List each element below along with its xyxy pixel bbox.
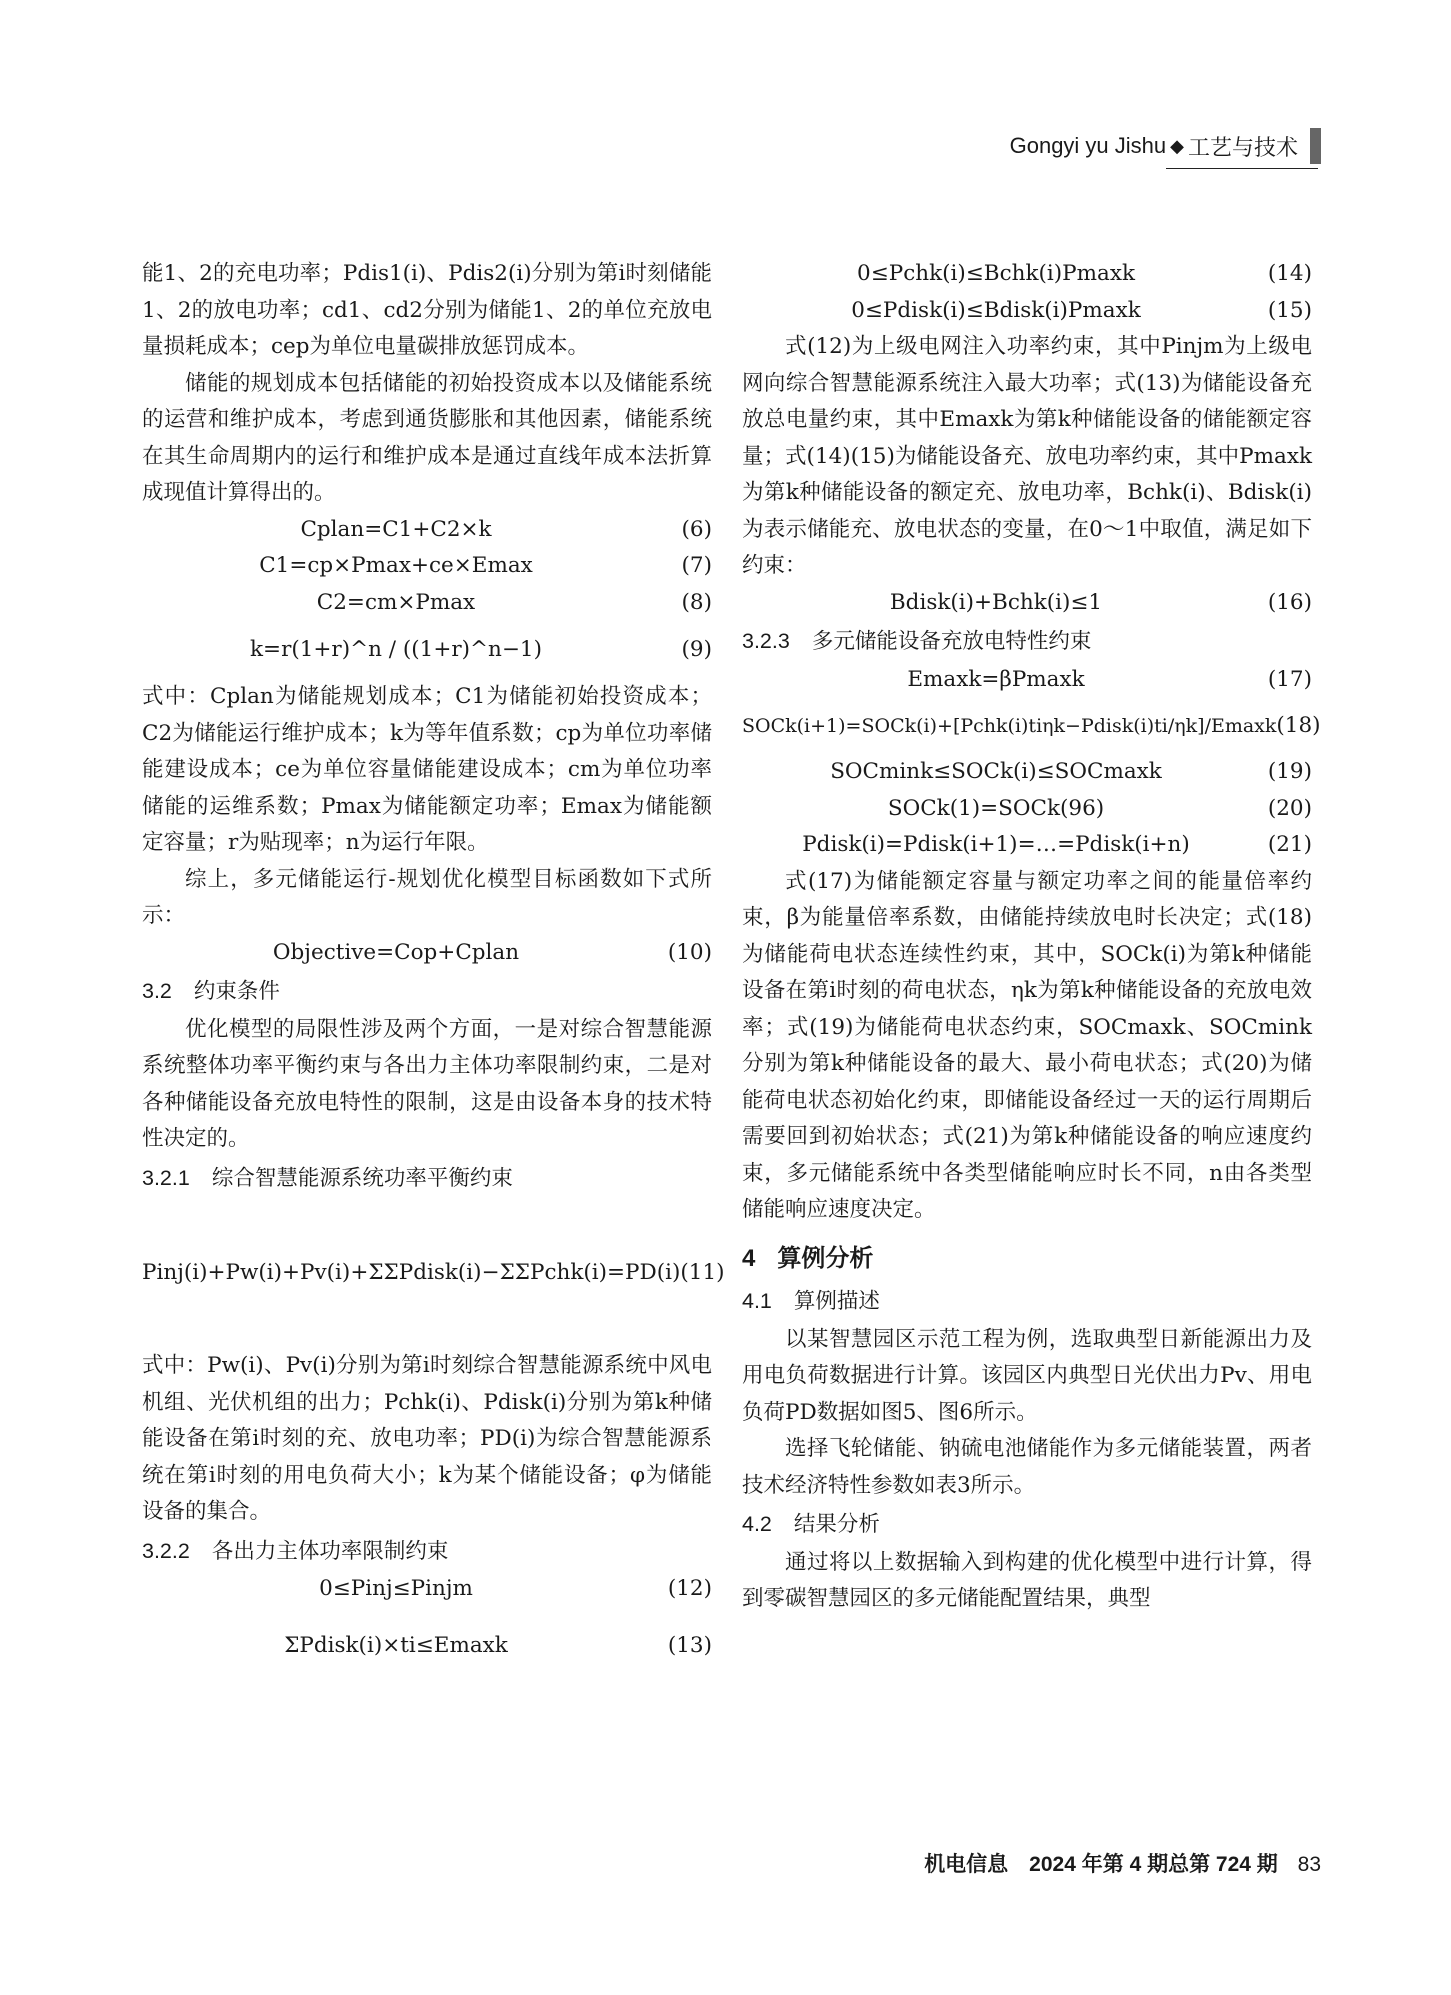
equation-number: (9) — [681, 636, 712, 662]
section-number: 4.1 — [742, 1289, 772, 1313]
equation-11 — [142, 1198, 725, 1348]
equation-body: Objective=Cop+Cplan — [272, 939, 520, 965]
section-heading-3-2-2 — [142, 1533, 712, 1570]
paragraph: 选择飞轮储能、钠硫电池储能作为多元储能装置，两者技术经济特性参数如表3所示。 — [742, 1436, 1312, 1498]
diamond-icon: ◆ — [1170, 135, 1184, 156]
equation-number: (6) — [681, 516, 712, 542]
equation-number: (17) — [1267, 666, 1312, 692]
section-heading-3-2-3 — [742, 623, 1312, 660]
equation-body: Emaxk=βPmaxk — [907, 666, 1085, 692]
equation-body: Cplan=C1+C2×k — [300, 516, 492, 542]
equation-12 — [142, 1571, 712, 1608]
page-number: 83 — [1297, 1853, 1321, 1876]
equation-6 — [142, 512, 712, 549]
equation-9 — [142, 621, 712, 679]
equation-body: Bdisk(i)+Bchk(i)≤1 — [889, 589, 1103, 615]
section-number: 3.2.1 — [142, 1165, 190, 1190]
equation-10 — [142, 935, 712, 972]
paragraph: 式中：Cplan为储能规划成本；C1为储能初始投资成本；C2为储能运行维护成本；k为等年值系数；cp为单位功率储能建设成本；ce为单位容量储能建设成本；cm为单位功率储能的运维系数；Pmax为储能额定功率；Emax为储能额定容量；r为贴现率；n为运行年限。 — [142, 684, 712, 855]
paragraph: 优化模型的局限性涉及两个方面，一是对综合智慧能源系统整体功率平衡约束与各出力主体功率限制约束，二是对各种储能设备充放电特性的限制，这是由设备本身的技术特性决定的。 — [142, 1016, 712, 1151]
journal-name-cn: 工艺与技术 — [1187, 134, 1298, 160]
section-title: 约束条件 — [193, 979, 280, 1003]
paragraph: 以某智慧园区示范工程为例，选取典型日新能源出力及用电负荷数据进行计算。该园区内典型日光伏出力Pv、用电负荷PD数据如图5、图6所示。 — [742, 1326, 1312, 1425]
section-number: 4.2 — [742, 1512, 772, 1536]
section-heading-4-2 — [742, 1506, 1312, 1543]
section-title: 结果分析 — [793, 1512, 880, 1536]
equation-19 — [742, 754, 1312, 791]
header-bar-decoration — [1310, 128, 1321, 164]
right-column — [742, 256, 1321, 1618]
section-number: 3.2 — [142, 979, 172, 1003]
section-heading-4 — [742, 1241, 1312, 1278]
section-heading-3-2 — [142, 973, 712, 1010]
section-heading-4-1 — [742, 1283, 1312, 1320]
equation-14 — [742, 256, 1312, 293]
equation-number: (12) — [667, 1576, 712, 1601]
paragraph: 综上，多元储能运行-规划优化模型目标函数如下式所示： — [142, 866, 712, 928]
section-number: 3.2.2 — [142, 1538, 190, 1563]
equation-number: (20) — [1267, 795, 1312, 821]
equation-body: 0≤Pinj≤Pinjm — [319, 1576, 473, 1601]
equation-number: (14) — [1267, 261, 1312, 286]
equation-number: (19) — [1267, 759, 1312, 784]
left-column — [142, 256, 725, 1686]
equation-16 — [742, 585, 1312, 622]
equation-body: C1=cp×Pmax+ce×Emax — [259, 553, 533, 578]
section-title: 各出力主体功率限制约束 — [211, 1538, 449, 1563]
section-number: 3.2.3 — [742, 629, 790, 653]
equation-body: Pdisk(i)=Pdisk(i+1)=…=Pdisk(i+n) — [802, 832, 1190, 857]
equation-number: (8) — [681, 589, 712, 615]
section-title: 算例描述 — [793, 1289, 880, 1313]
page-footer — [924, 1848, 1321, 1878]
section-title: 多元储能设备充放电特性约束 — [811, 629, 1092, 653]
equation-body: SOCk(i+1)=SOCk(i)+[Pchk(i)tiηk−Pdisk(i)ti/ηk]/Emaxk — [742, 714, 1277, 737]
journal-name-en: Gongyi yu Jishu — [1009, 133, 1167, 158]
equation-body: C2=cm×Pmax — [316, 589, 476, 615]
equation-18 — [742, 698, 1321, 754]
equation-number: (15) — [1267, 297, 1312, 323]
equation-body: Pinj(i)+Pw(i)+Pv(i)+ΣΣPdisk(i)−ΣΣPchk(i)=PD(i) — [142, 1259, 681, 1285]
section-number: 4 — [742, 1244, 756, 1272]
equation-body: 0≤Pchk(i)≤Bchk(i)Pmaxk — [857, 261, 1135, 286]
section-heading-3-2-1 — [142, 1160, 712, 1197]
equation-body: SOCmink≤SOCk(i)≤SOCmaxk — [830, 759, 1162, 784]
equation-body: k=r(1+r)^n / ((1+r)^n−1) — [250, 636, 542, 662]
equation-17 — [742, 662, 1312, 699]
equation-body: SOCk(1)=SOCk(96) — [887, 795, 1105, 821]
paragraph: 式(12)为上级电网注入功率约束，其中Pinjm为上级电网向综合智慧能源系统注入最大功率；式(13)为储能设备充放总电量约束，其中Emaxk为第k种储能设备的储能额定容量；式(14)(15)为储能设备充、放电功率约束，其中Pmaxk为第k种储能设备的额定充、放电功率，Bchk(i)、Bdisk(i)为表示储能充、放电状态的变量，在0～1中取值，满足如下约束： — [742, 334, 1312, 578]
section-title: 算例分析 — [777, 1244, 874, 1272]
equation-15 — [742, 293, 1312, 330]
section-title: 综合智慧能源系统功率平衡约束 — [211, 1165, 513, 1190]
equation-number: (7) — [681, 553, 712, 578]
equation-number: (16) — [1267, 589, 1312, 615]
equation-7 — [142, 548, 712, 585]
paragraph: 储能的规划成本包括储能的初始投资成本以及储能系统的运营和维护成本，考虑到通货膨胀和其他因素，储能系统在其生命周期内的运行和维护成本是通过直线年成本法折算成现值计算得出的。 — [142, 370, 712, 505]
footer-journal-issue: 机电信息 2024 年第 4 期总第 724 期 — [924, 1853, 1278, 1876]
equation-21 — [742, 827, 1312, 864]
paragraph: 能1、2的充电功率；Pdis1(i)、Pdis2(i)分别为第i时刻储能1、2的放电功率；cd1、cd2分别为储能1、2的单位充放电量损耗成本；cep为单位电量碳排放惩罚成本。 — [142, 261, 712, 359]
equation-13 — [142, 1608, 712, 1686]
header-rule — [1166, 168, 1318, 169]
equation-number: (11) — [680, 1259, 725, 1285]
running-header — [1010, 128, 1321, 164]
equation-body: ΣPdisk(i)×ti≤Emaxk — [284, 1633, 508, 1659]
paragraph: 通过将以上数据输入到构建的优化模型中进行计算，得到零碳智慧园区的多元储能配置结果，典型 — [742, 1549, 1312, 1611]
equation-20 — [742, 791, 1312, 828]
equation-body: 0≤Pdisk(i)≤Bdisk(i)Pmaxk — [851, 297, 1141, 323]
equation-8 — [142, 585, 712, 622]
equation-number: (10) — [667, 939, 712, 965]
equation-number: (13) — [667, 1633, 712, 1659]
equation-number: (21) — [1267, 832, 1312, 857]
equation-number: (18) — [1276, 712, 1321, 738]
paragraph: 式(17)为储能额定容量与额定功率之间的能量倍率约束，β为能量倍率系数，由储能持续放电时长决定；式(18)为储能荷电状态连续性约束，其中，SOCk(i)为第k种储能设备在第i时刻的荷电状态，ηk为第k种储能设备的充放电效率；式(19)为储能荷电状态约束，SOCmaxk、SOCmink分别为第k种储能设备的最大、最小荷电状态；式(20)为储能荷电状态初始化约束，即储能设备经过一天的运行周期后需要回到初始状态；式(21)为第k种储能设备的响应速度约束，多元储能系统中各类型储能响应时长不同，n由各类型储能响应速度决定。 — [742, 868, 1312, 1222]
paragraph: 式中：Pw(i)、Pv(i)分别为第i时刻综合智慧能源系统中风电机组、光伏机组的出力；Pchk(i)、Pdisk(i)分别为第k种储能设备在第i时刻的充、放电功率；PD(i)为综合智慧能源系统在第i时刻的用电负荷大小；k为某个储能设备；φ为储能设备的集合。 — [142, 1353, 712, 1524]
